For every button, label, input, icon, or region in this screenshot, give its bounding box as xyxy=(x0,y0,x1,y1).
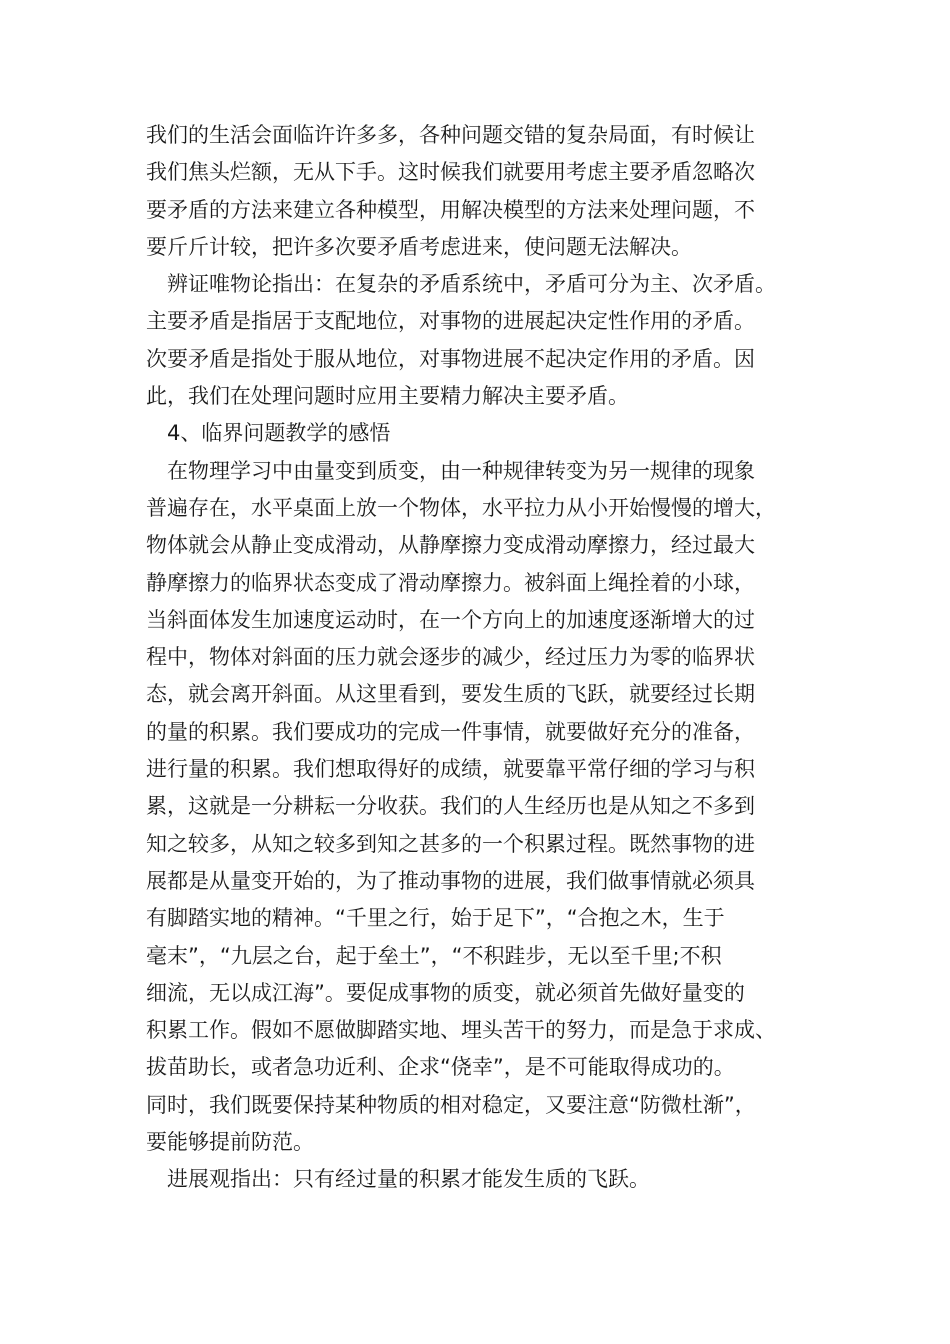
text-line: 此，我们在处理问题时应用主要精力解决主要矛盾。 xyxy=(146,384,629,409)
text-line: 细流，无以成江海”。要促成事物的质变，就必须首先做好量变的 xyxy=(146,980,745,1005)
heading-line: 4、临界问题教学的感悟 xyxy=(167,421,391,446)
text-line: 的量的积累。我们要成功的完成一件事情，就要做好充分的准备， xyxy=(146,719,755,744)
text-line: 同时，我们既要保持某种物质的相对稳定，又要注意“防微杜渐”， xyxy=(146,1092,756,1117)
text-line: 累，这就是一分耕耘一分收获。我们的人生经历也是从知之不多到 xyxy=(146,794,755,819)
text-line: 进展观指出：只有经过量的积累才能发生质的飞跃。 xyxy=(167,1167,650,1192)
text-line: 辨证唯物论指出：在复杂的矛盾系统中，矛盾可分为主、次矛盾。 xyxy=(167,272,776,297)
text-line: 我们焦头烂额，无从下手。这时候我们就要用考虑主要矛盾忽略次 xyxy=(146,160,755,185)
text-line: 要能够提前防范。 xyxy=(146,1130,314,1155)
text-line: 知之较多，从知之较多到知之甚多的一个积累过程。既然事物的进 xyxy=(146,831,755,856)
text-line: 我们的生活会面临许许多多，各种问题交错的复杂局面，有时候让 xyxy=(146,123,755,147)
text-line: 有脚踏实地的精神。“千里之行，始于足下”，“合抱之木，生于 xyxy=(146,906,725,931)
text-line: 拔苗助长，或者急功近利、企求“侥幸”，是不可能取得成功的。 xyxy=(146,1055,735,1080)
text-line: 物体就会从静止变成滑动，从静摩擦力变成滑动摩擦力，经过最大 xyxy=(146,533,755,558)
text-line: 普遍存在，水平桌面上放一个物体，水平拉力从小开始慢慢的增大， xyxy=(146,495,776,520)
section-heading xyxy=(146,415,836,452)
text-line: 展都是从量变开始的，为了推动事物的进展，我们做事情就必须具 xyxy=(146,868,755,893)
text-line: 静摩擦力的临界状态变成了滑动摩擦力。被斜面上绳拴着的小球， xyxy=(146,570,755,595)
document-body xyxy=(146,117,836,1199)
text-line: 程中，物体对斜面的压力就会逐步的减少，经过压力为零的临界状 xyxy=(146,645,755,670)
text-line: 积累工作。假如不愿做脚踏实地、埋头苦干的努力，而是急于求成、 xyxy=(146,1018,776,1043)
paragraph-development xyxy=(146,1161,836,1198)
paragraph-critical-problems xyxy=(146,453,836,1162)
text-line: 要矛盾的方法来建立各种模型，用解决模型的方法来处理问题，不 xyxy=(146,197,755,222)
text-line: 毫末”，“九层之台，起于垒土”，“不积跬步，无以至千里;不积 xyxy=(146,943,722,968)
text-line: 次要矛盾是指处于服从地位，对事物进展不起决定作用的矛盾。因 xyxy=(146,346,755,371)
paragraph-modeling xyxy=(146,117,836,266)
text-line: 当斜面体发生加速度运动时，在一个方向上的加速度逐渐增大的过 xyxy=(146,607,755,632)
text-line: 在物理学习中由量变到质变，由一种规律转变为另一规律的现象 xyxy=(167,458,755,483)
text-line: 要斤斤计较，把许多次要矛盾考虑进来，使问题无法解决。 xyxy=(146,234,692,259)
paragraph-dialectics xyxy=(146,266,836,415)
text-line: 主要矛盾是指居于支配地位，对事物的进展起决定性作用的矛盾。 xyxy=(146,309,755,334)
text-line: 进行量的积累。我们想取得好的成绩，就要靠平常仔细的学习与积 xyxy=(146,757,755,782)
text-line: 态，就会离开斜面。从这里看到，要发生质的飞跃，就要经过长期 xyxy=(146,682,755,707)
